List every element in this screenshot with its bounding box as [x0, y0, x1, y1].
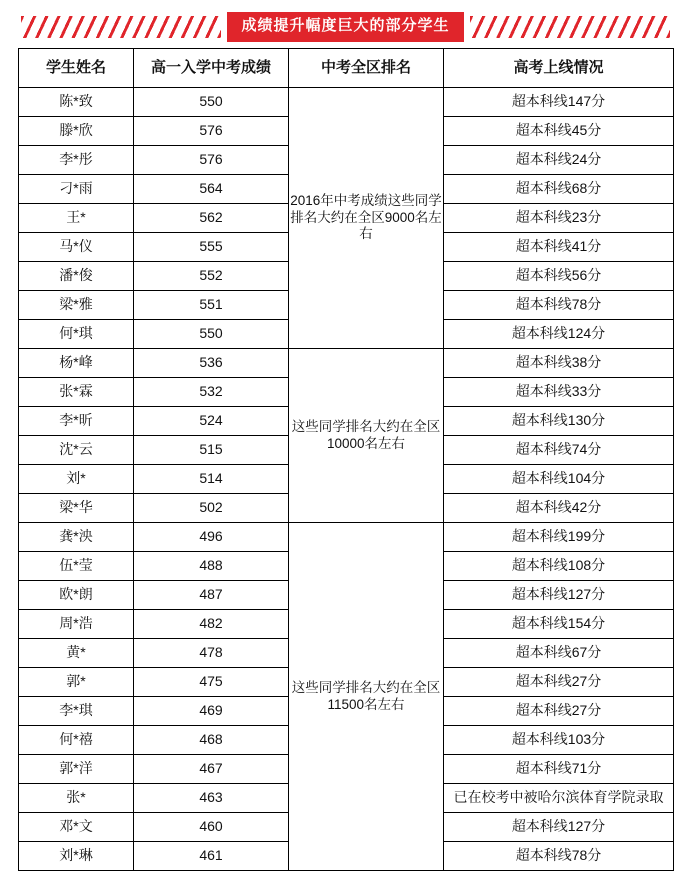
cell-entrance-score: 482: [134, 610, 289, 639]
table-row: [19, 349, 674, 378]
cell-gaokao-result: 超本科线103分: [444, 726, 674, 755]
column-header-name: 学生姓名: [19, 49, 134, 88]
cell-entrance-score: 460: [134, 813, 289, 842]
cell-student-name: 张*: [19, 784, 134, 813]
cell-student-name: 潘*俊: [19, 262, 134, 291]
banner-title: 成绩提升幅度巨大的部分学生: [227, 12, 463, 42]
cell-entrance-score: 502: [134, 494, 289, 523]
cell-gaokao-result: 超本科线23分: [444, 204, 674, 233]
cell-gaokao-result: 超本科线108分: [444, 552, 674, 581]
cell-gaokao-result: 超本科线127分: [444, 813, 674, 842]
table-body: [19, 88, 674, 871]
cell-gaokao-result: 超本科线38分: [444, 349, 674, 378]
cell-entrance-score: 475: [134, 668, 289, 697]
column-header-gaokao-result: 高考上线情况: [444, 49, 674, 88]
cell-entrance-score: 536: [134, 349, 289, 378]
cell-entrance-score: 576: [134, 117, 289, 146]
cell-entrance-score: 552: [134, 262, 289, 291]
cell-entrance-score: 532: [134, 378, 289, 407]
cell-entrance-score: 555: [134, 233, 289, 262]
cell-student-name: 黄*: [19, 639, 134, 668]
cell-student-name: 李*昕: [19, 407, 134, 436]
cell-gaokao-result: 超本科线154分: [444, 610, 674, 639]
cell-entrance-score: 514: [134, 465, 289, 494]
cell-gaokao-result: 超本科线27分: [444, 697, 674, 726]
cell-student-name: 梁*华: [19, 494, 134, 523]
banner: [0, 0, 691, 48]
hatch-decoration-left: [21, 16, 221, 38]
cell-district-rank-group: 这些同学排名大约在全区11500名左右: [289, 523, 444, 871]
cell-student-name: 王*: [19, 204, 134, 233]
column-header-district-rank: 中考全区排名: [289, 49, 444, 88]
cell-gaokao-result: 超本科线147分: [444, 88, 674, 117]
cell-student-name: 梁*雅: [19, 291, 134, 320]
cell-student-name: 龚*泱: [19, 523, 134, 552]
cell-entrance-score: 468: [134, 726, 289, 755]
cell-student-name: 杨*峰: [19, 349, 134, 378]
cell-student-name: 刘*琳: [19, 842, 134, 871]
cell-gaokao-result: 超本科线42分: [444, 494, 674, 523]
cell-student-name: 刁*雨: [19, 175, 134, 204]
cell-entrance-score: 463: [134, 784, 289, 813]
cell-student-name: 郭*: [19, 668, 134, 697]
cell-student-name: 何*禧: [19, 726, 134, 755]
table-row: [19, 88, 674, 117]
cell-student-name: 陈*致: [19, 88, 134, 117]
cell-student-name: 马*仪: [19, 233, 134, 262]
table-container: [0, 48, 691, 871]
cell-student-name: 张*霖: [19, 378, 134, 407]
cell-gaokao-result: 超本科线78分: [444, 291, 674, 320]
cell-student-name: 邓*文: [19, 813, 134, 842]
table-header: [19, 49, 674, 88]
cell-entrance-score: 551: [134, 291, 289, 320]
cell-gaokao-result: 超本科线45分: [444, 117, 674, 146]
cell-gaokao-result: 超本科线56分: [444, 262, 674, 291]
cell-student-name: 何*琪: [19, 320, 134, 349]
cell-entrance-score: 564: [134, 175, 289, 204]
cell-student-name: 李*彤: [19, 146, 134, 175]
cell-gaokao-result: 已在校考中被哈尔滨体育学院录取: [444, 784, 674, 813]
cell-entrance-score: 550: [134, 88, 289, 117]
cell-entrance-score: 550: [134, 320, 289, 349]
cell-gaokao-result: 超本科线68分: [444, 175, 674, 204]
cell-entrance-score: 515: [134, 436, 289, 465]
cell-gaokao-result: 超本科线124分: [444, 320, 674, 349]
cell-student-name: 滕*欣: [19, 117, 134, 146]
cell-gaokao-result: 超本科线27分: [444, 668, 674, 697]
cell-district-rank-group: 这些同学排名大约在全区10000名左右: [289, 349, 444, 523]
cell-entrance-score: 478: [134, 639, 289, 668]
cell-entrance-score: 467: [134, 755, 289, 784]
cell-gaokao-result: 超本科线33分: [444, 378, 674, 407]
cell-gaokao-result: 超本科线74分: [444, 436, 674, 465]
cell-entrance-score: 562: [134, 204, 289, 233]
cell-gaokao-result: 超本科线71分: [444, 755, 674, 784]
cell-gaokao-result: 超本科线24分: [444, 146, 674, 175]
cell-gaokao-result: 超本科线130分: [444, 407, 674, 436]
cell-gaokao-result: 超本科线78分: [444, 842, 674, 871]
cell-gaokao-result: 超本科线199分: [444, 523, 674, 552]
cell-district-rank-group: 2016年中考成绩这些同学排名大约在全区9000名左右: [289, 88, 444, 349]
cell-entrance-score: 487: [134, 581, 289, 610]
hatch-stripes-right: [470, 16, 670, 38]
cell-gaokao-result: 超本科线104分: [444, 465, 674, 494]
cell-entrance-score: 488: [134, 552, 289, 581]
cell-entrance-score: 524: [134, 407, 289, 436]
cell-student-name: 李*琪: [19, 697, 134, 726]
cell-student-name: 刘*: [19, 465, 134, 494]
cell-student-name: 周*浩: [19, 610, 134, 639]
table-header-row: [19, 49, 674, 88]
hatch-decoration-right: [470, 16, 670, 38]
grades-table: [18, 48, 674, 871]
cell-gaokao-result: 超本科线41分: [444, 233, 674, 262]
table-row: [19, 523, 674, 552]
cell-entrance-score: 469: [134, 697, 289, 726]
cell-gaokao-result: 超本科线127分: [444, 581, 674, 610]
cell-entrance-score: 576: [134, 146, 289, 175]
column-header-entrance-score: 高一入学中考成绩: [134, 49, 289, 88]
cell-entrance-score: 496: [134, 523, 289, 552]
cell-student-name: 郭*洋: [19, 755, 134, 784]
cell-student-name: 沈*云: [19, 436, 134, 465]
cell-student-name: 伍*莹: [19, 552, 134, 581]
hatch-stripes-left: [21, 16, 221, 38]
cell-student-name: 欧*朗: [19, 581, 134, 610]
cell-gaokao-result: 超本科线67分: [444, 639, 674, 668]
cell-entrance-score: 461: [134, 842, 289, 871]
